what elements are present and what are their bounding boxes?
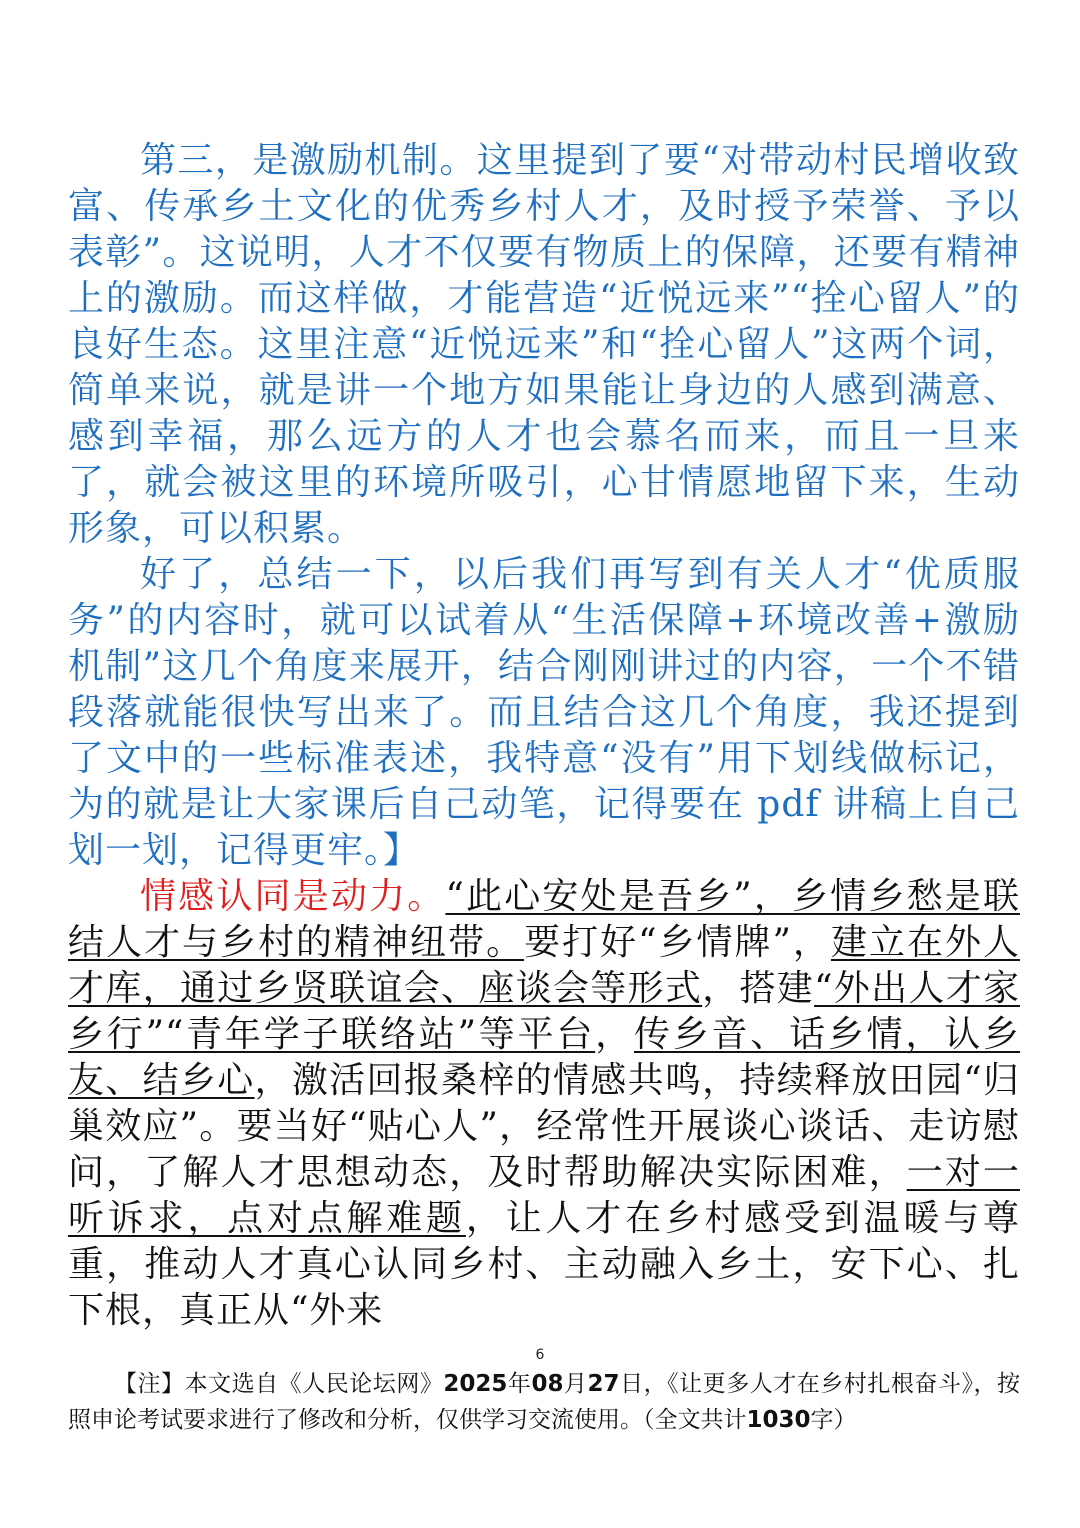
article-text: ， — [595, 1014, 634, 1055]
footnote-text: 【注】本文选自《人民论坛网》 — [114, 1371, 444, 1397]
source-footnote — [68, 1366, 1020, 1438]
footnote-text: 日，《让更多人才在乡村扎根奋斗》，按照申论考试要求进行了修改和分析，仅供学习交流使用。（全文共计 — [68, 1371, 1021, 1433]
footnote-day: 27 — [587, 1371, 620, 1397]
underlined-phrase: 建立在外人才库，通过乡贤联谊会、座谈会等形式 — [68, 922, 1020, 1009]
footnote-text: 年 — [507, 1371, 532, 1397]
document-body — [68, 138, 1020, 1334]
analysis-paragraph-2: 好了，总结一下，以后我们再写到有关人才“优质服务”的内容时，就可以试着从“生活保障+环境改善+激励机制”这几个角度来展开，结合刚刚讲过的内容，一个不错段落就能很快写出来了。而且结合这几个角度，我还提到了文中的一些标准表述，我特意“没有”用下划线做标记，为的就是让大家课后自己动笔，记得要在 pdf 讲稿上自己划一划，记得更牢。】 — [68, 554, 1020, 871]
page-number: 6 — [535, 1347, 545, 1363]
article-paragraph — [68, 874, 1020, 1334]
underlined-sentence: “此心安处是吾乡”，乡情乡愁是联结人才与乡村的精神纽带。 — [68, 876, 1020, 963]
underlined-phrase: “外出人才家乡行”“青年学子联络站”等平台 — [68, 968, 1020, 1055]
underlined-phrase: 传乡音、话乡情，认乡友、结乡心 — [68, 1014, 1020, 1101]
article-text: ，搭建 — [702, 968, 815, 1009]
footnote-text: 月 — [563, 1371, 588, 1397]
analysis-paragraph-1: 第三，是激励机制。这里提到了要“对带动村民增收致富、传承乡土文化的优秀乡村人才，及时授予荣誉、予以表彰”。这说明，人才不仅要有物质上的保障，还要有精神上的激励。而这样做，才能营造“近悦远来”“拴心留人”的良好生态。这里注意“近悦远来”和“拴心留人”这两个词，简单来说，就是讲一个地方如果能让身边的人感到满意、感到幸福，那么远方的人才也会慕名而来，而且一旦来了，就会被这里的环境所吸引，心甘情愿地留下来，生动形象，可以积累。 — [68, 140, 1020, 549]
article-text: ，激活回报桑梓的情感共鸣，持续释放田园“归巢效应”。要当好“贴心人”，经常性开展谈心谈话、走访慰问，了解人才思想动态，及时帮助解决实际困难， — [68, 1060, 1020, 1193]
footnote-month: 08 — [531, 1371, 564, 1397]
footnote-count: 1030 — [746, 1407, 811, 1433]
section-heading: 情感认同是动力。 — [140, 876, 446, 917]
article-text: ，让人才在乡村感受到温暖与尊重，推动人才真心认同乡村、主动融入乡土，安下心、扎下根，真正从“外来 — [68, 1198, 1020, 1331]
footnote-year: 2025 — [443, 1371, 508, 1397]
footnote-text: 字） — [810, 1407, 857, 1433]
underlined-phrase: 一对一听诉求，点对点解难题 — [68, 1152, 1020, 1239]
article-text: 要打好“乡情牌”， — [524, 922, 831, 963]
